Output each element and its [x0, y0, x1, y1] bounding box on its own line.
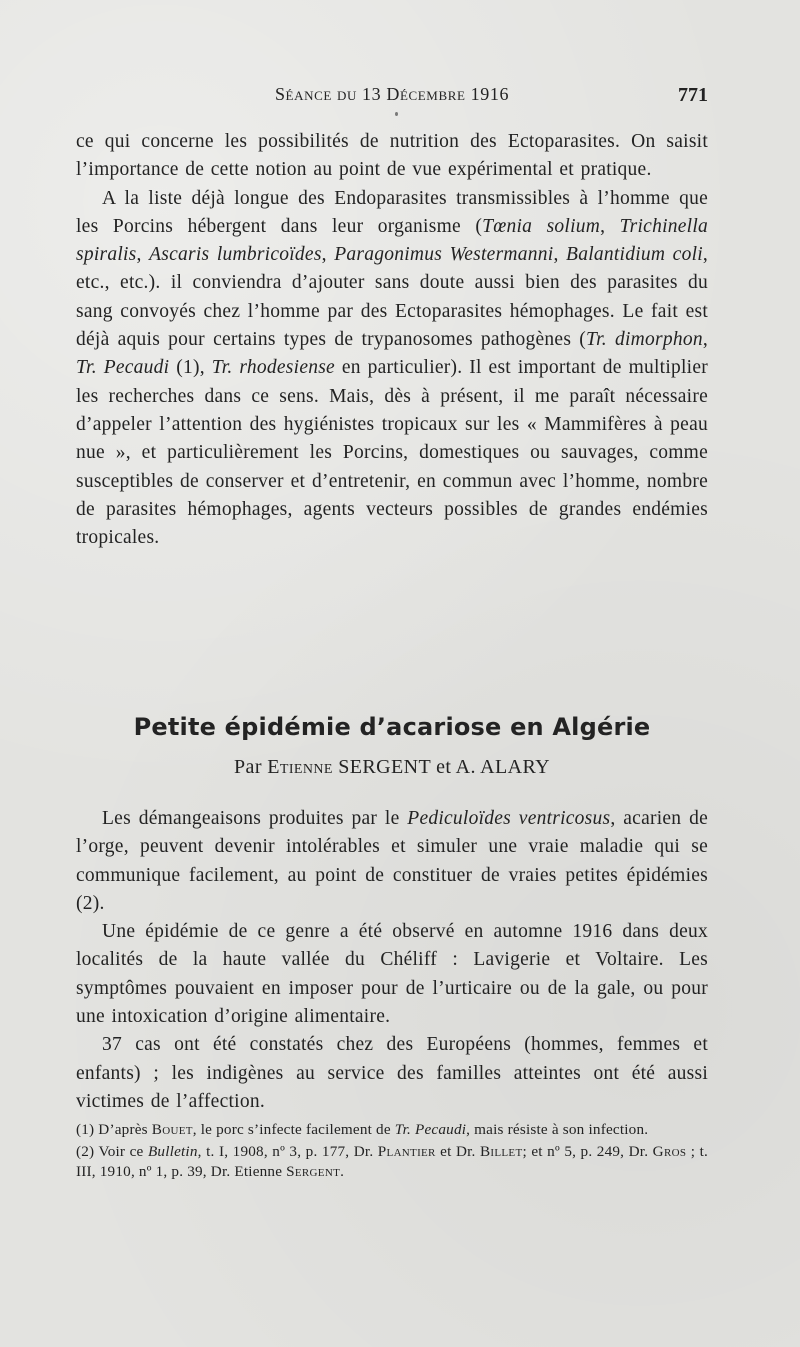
paragraph-text-segment: Les démangeaisons produites par le: [102, 808, 408, 829]
footnote-text-segment: et Dr.: [435, 1143, 480, 1160]
paragraph-text-segment: ,: [136, 244, 150, 266]
paragraph-text-segment: en particulier). Il est important de multiplier les recherches dans ce sens. Mais, dès à présent, il me paraît nécessaire d’appeler l’attention des hygiénistes tropicaux sur les « Mammifères à peau nue », et particulièrement les Porcins, domestiques ou sauvages, comme susceptibles de conserver et d’entretenir, en commun avec l’homme, nombre de parasites hémophages, agents vecteurs possibles de grandes endémies tropicales.: [76, 357, 708, 549]
species-name-trichinella: Trichinella spiralis: [76, 215, 708, 266]
footnote-text-segment: (1) D’après: [76, 1121, 152, 1138]
second-author: A. ALARY: [455, 756, 550, 778]
footnote-text-segment: (2) Voir ce: [76, 1143, 148, 1160]
article-body: [76, 805, 708, 1116]
footnote-1: [76, 1120, 708, 1140]
species-name-pediculoides: Pediculoïdes ventricosus: [407, 808, 611, 829]
byline-connector: et: [430, 756, 456, 778]
species-name-paragonimus: Paragonimus Westermanni: [334, 244, 554, 266]
article-paragraph-2: Une épidémie de ce genre a été observé en automne 1916 dans deux localités de la haute vallée du Chéliff : Lavigerie et Voltaire. Les symptômes pouvaient en imposer pour de l’urticaire ou de la gale, ou pour une intoxication d’origine alimentaire.: [76, 921, 708, 1028]
species-name-tr-rhodesiense: Tr. rhodesiense: [211, 357, 335, 379]
footnote-text-segment: ; t. III, 1910, nº 1, p. 39, Dr. Etienne: [76, 1143, 708, 1180]
footnote-author: Sergent: [286, 1163, 341, 1180]
species-name-taenia: Tœnia solium: [482, 215, 601, 237]
footnote-species-name: Tr. Pecaudi: [394, 1121, 467, 1138]
species-name-ascaris: Ascaris lumbricoïdes: [149, 244, 322, 266]
species-name-balantidium: Balantidium coli: [566, 244, 703, 266]
author-byline: [76, 756, 708, 779]
continuation-paragraph-1: ce qui concerne les possibilités de nutrition des Ectoparasites. On saisit l’importance de cette notion au point de vue expérimental et pratique.: [76, 131, 708, 181]
continuation-paragraph-2: [76, 185, 708, 553]
running-head: Séance du 13 Décembre 1916: [274, 84, 510, 104]
paragraph-text-segment: , etc., etc.). il conviendra d’ajouter sans doute aussi bien des parasites du sang convoyés chez l’homme par des Ectoparasites hémophages. Le fait est déjà aquis pour certains types de trypanosomes pathogènes (: [76, 244, 709, 351]
paragraph-text-segment: A la liste déjà longue des Endoparasites transmissibles à l’homme que les Porcins hébergent dans leur organisme (: [76, 187, 708, 237]
footnote-text-segment: .: [340, 1163, 345, 1180]
paragraph-text-segment: (1),: [169, 357, 212, 379]
species-name-tr-dimorphon: Tr. dimorphon: [586, 329, 703, 351]
footnote-text-segment: , mais résiste à son infection.: [466, 1121, 649, 1138]
footnote-author: Billet: [480, 1143, 523, 1160]
article-paragraph-1: [76, 805, 708, 918]
species-name-tr-pecaudi: Tr. Pecaudi: [76, 357, 170, 379]
footnote-text-segment: , le porc s’infecte facilement de: [192, 1121, 395, 1138]
footnote-bulletin-title: Bulletin: [147, 1143, 198, 1160]
author-surname: SERGENT: [332, 756, 431, 778]
article-paragraph-3: 37 cas ont été constatés chez des Européens (hommes, femmes et enfants) ; les indigènes au service des familles atteintes ont été aussi victimes de l’affection.: [76, 1034, 708, 1112]
footnotes: [76, 1120, 708, 1182]
footnote-author: Plantier: [377, 1143, 436, 1160]
author-first-name: Etienne: [267, 756, 333, 778]
byline-prefix: Par: [234, 756, 268, 778]
paragraph-text-segment: ,: [321, 244, 335, 266]
paragraph-text-segment: ,: [600, 215, 620, 237]
footnote-text-segment: , t. I, 1908, nº 3, p. 177, Dr.: [197, 1143, 378, 1160]
article-title: Petite épidémie d’acariose en Algérie: [133, 713, 651, 742]
previous-article-continuation: [76, 128, 708, 552]
page-number: 771: [678, 84, 708, 106]
paragraph-text-segment: ,: [553, 244, 567, 266]
footnote-author: Gros: [652, 1143, 687, 1160]
paragraph-text-segment: , acarien de l’orge, peuvent devenir intolérables et simuler une vraie maladie qui se communique facilement, au point de constituer de vraies petites épidémies (2).: [76, 808, 708, 914]
page-header: [76, 84, 708, 112]
footnote-text-segment: ; et nº 5, p. 249, Dr.: [522, 1143, 653, 1160]
print-speck: [395, 112, 398, 116]
footnote-author: Bouet: [151, 1121, 193, 1138]
footnote-2: [76, 1142, 708, 1182]
paragraph-text-segment: ,: [702, 329, 708, 351]
